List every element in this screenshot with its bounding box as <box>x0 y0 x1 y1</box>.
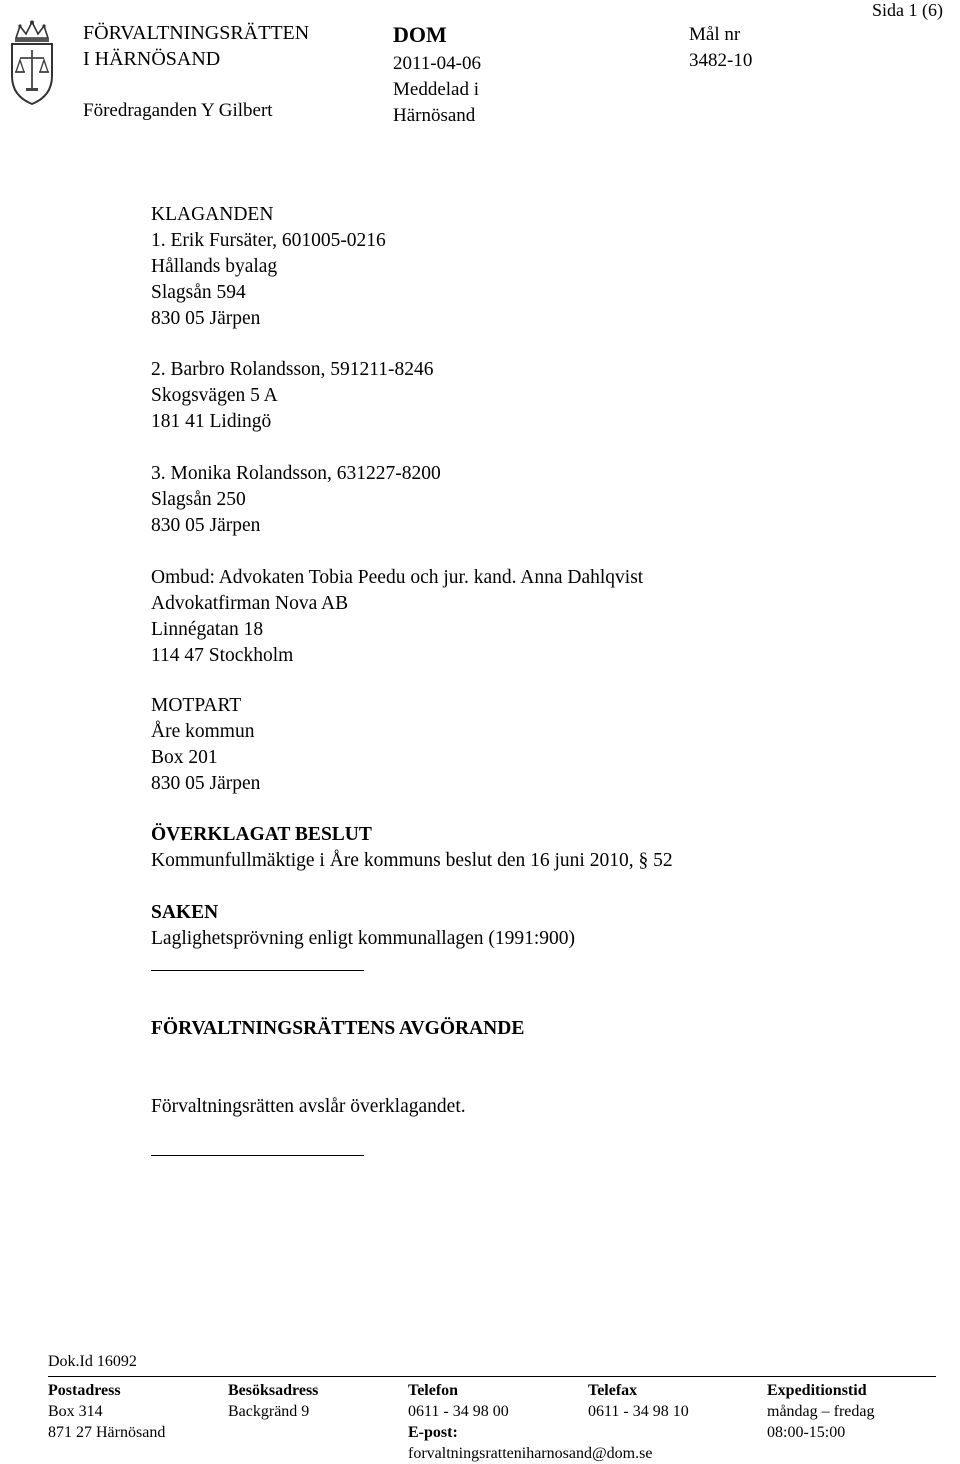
rapporteur: Föredraganden Y Gilbert <box>83 100 273 121</box>
page-indicator: Sida 1 (6) <box>872 0 943 20</box>
footer-postadress-line: Box 314 <box>48 1403 103 1420</box>
document-id: Dok.Id 16092 <box>48 1353 137 1370</box>
party-3-line: 830 05 Järpen <box>151 515 261 536</box>
motpart-line: Box 201 <box>151 747 218 768</box>
party-3-line: 3. Monika Rolandsson, 631227-8200 <box>151 463 441 484</box>
avgorande-text: Förvaltningsrätten avslår överklagandet. <box>151 1096 466 1117</box>
party-1-line: Hållands byalag <box>151 256 278 277</box>
court-name-line-2: I HÄRNÖSAND <box>83 48 221 70</box>
party-3-line: Slagsån 250 <box>151 489 246 510</box>
footer-heading-expeditionstid: Expeditionstid <box>767 1382 867 1399</box>
footer-telefax-number: 0611 - 34 98 10 <box>588 1403 689 1420</box>
footer-telefon-number: 0611 - 34 98 00 <box>408 1403 509 1420</box>
footer-expeditionstid-days: måndag – fredag <box>767 1403 875 1420</box>
document-date: 2011-04-06 <box>393 53 481 74</box>
motpart-line: Åre kommun <box>151 721 255 742</box>
case-label: Mål nr <box>689 24 741 45</box>
court-emblem-icon <box>4 20 60 106</box>
section-heading-klagande: KLAGANDEN <box>151 204 274 225</box>
section-heading-saken: SAKEN <box>151 902 219 923</box>
ombud-line: Linnégatan 18 <box>151 619 264 640</box>
document-type: DOM <box>393 22 447 47</box>
footer-email-address: forvaltningsratteniharnosand@dom.se <box>408 1445 653 1462</box>
footer-postadress-line: 871 27 Härnösand <box>48 1424 166 1441</box>
section-heading-motpart: MOTPART <box>151 695 242 716</box>
separator-line <box>151 970 364 971</box>
party-1-line: Slagsån 594 <box>151 282 246 303</box>
party-2-line: 2. Barbro Rolandsson, 591211-8246 <box>151 359 434 380</box>
footer-besoksadress-line: Backgränd 9 <box>228 1403 310 1420</box>
separator-line <box>151 1155 364 1156</box>
footer-heading-besoksadress: Besöksadress <box>228 1382 319 1399</box>
footer-divider <box>48 1376 936 1377</box>
ombud-line: Advokatfirman Nova AB <box>151 593 349 614</box>
footer-heading-telefon: Telefon <box>408 1382 459 1399</box>
ombud-line: Ombud: Advokaten Tobia Peedu och jur. kand. Anna Dahlqvist <box>151 567 644 588</box>
party-1-line: 830 05 Järpen <box>151 308 261 329</box>
footer-email-label: E-post: <box>408 1424 458 1441</box>
motpart-line: 830 05 Järpen <box>151 773 261 794</box>
footer-heading-postadress: Postadress <box>48 1382 121 1399</box>
court-name-line-1: FÖRVALTNINGSRÄTTEN <box>83 22 310 44</box>
party-2-line: 181 41 Lidingö <box>151 411 272 432</box>
party-1-line: 1. Erik Fursäter, 601005-0216 <box>151 230 386 251</box>
party-2-line: Skogsvägen 5 A <box>151 385 278 406</box>
section-heading-overklagat: ÖVERKLAGAT BESLUT <box>151 824 372 845</box>
ombud-line: 114 47 Stockholm <box>151 645 294 666</box>
section-heading-avgorande: FÖRVALTNINGSRÄTTENS AVGÖRANDE <box>151 1018 525 1039</box>
issued-place: Härnösand <box>393 105 476 126</box>
footer-heading-telefax: Telefax <box>588 1382 638 1399</box>
overklagat-text: Kommunfullmäktige i Åre kommuns beslut den 16 juni 2010, § 52 <box>151 850 673 871</box>
issued-label: Meddelad i <box>393 79 480 100</box>
case-number: 3482-10 <box>689 50 753 71</box>
footer-expeditionstid-hours: 08:00-15:00 <box>767 1424 846 1441</box>
saken-text: Laglighetsprövning enligt kommunallagen (1991:900) <box>151 928 576 949</box>
